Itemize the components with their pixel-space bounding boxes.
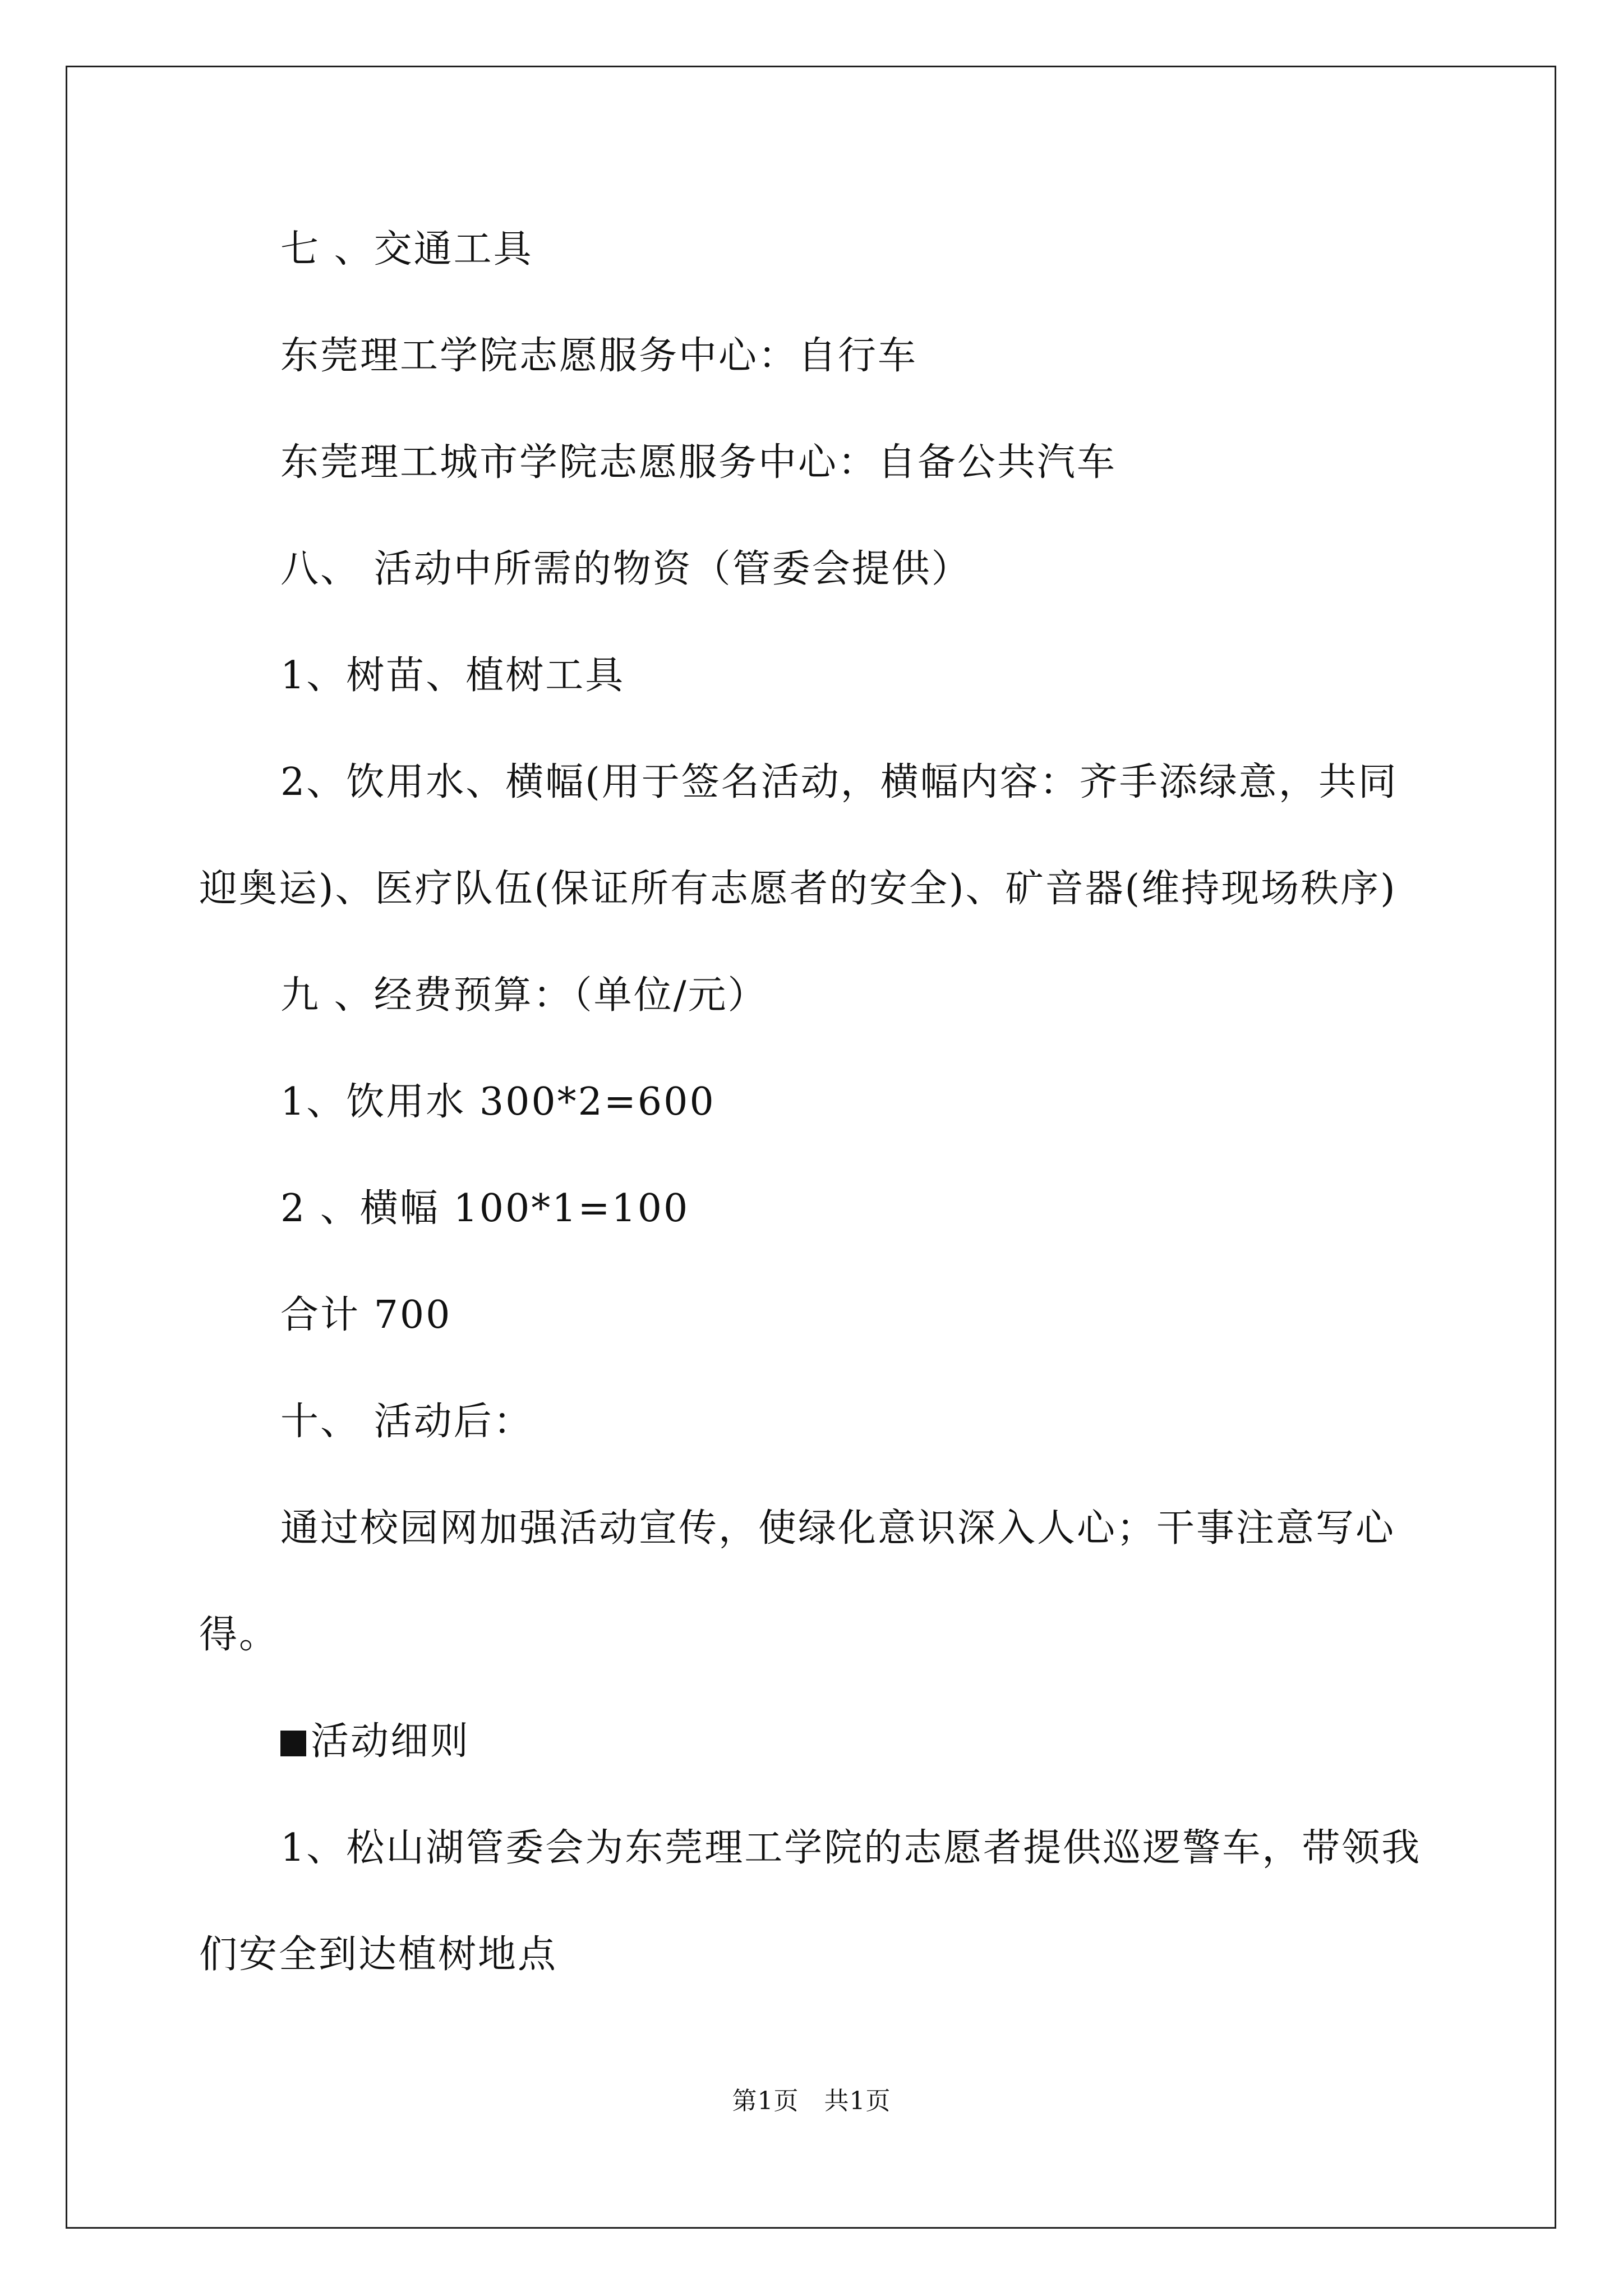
section-heading-materials: 八、 活动中所需的物资（管委会提供）	[280, 547, 971, 591]
page-border	[66, 66, 1556, 2229]
budget-item-2: 2 、横幅 100*1=100	[280, 1186, 690, 1231]
page-footer: 第1页 共1页	[732, 2087, 891, 2115]
transport-line-1: 东莞理工学院志愿服务中心：自行车	[280, 334, 918, 378]
after-activity-text-continued: 得。	[199, 1613, 279, 1657]
budget-total: 合计 700	[280, 1293, 452, 1337]
materials-item-2: 2、饮用水、横幅(用于签名活动，横幅内容：齐手添绿意，共同	[280, 760, 1398, 804]
details-item-1-continued: 们安全到达植树地点	[199, 1932, 558, 1977]
section-heading-transport: 七 、交通工具	[280, 227, 533, 272]
materials-item-1: 1、树苗、植树工具	[280, 654, 625, 698]
section-heading-budget: 九 、经费预算：（单位/元）	[280, 973, 768, 1018]
transport-line-2: 东莞理工城市学院志愿服务中心：自备公共汽车	[280, 440, 1117, 485]
details-item-1: 1、松山湖管委会为东莞理工学院的志愿者提供巡逻警车，带领我	[280, 1826, 1422, 1870]
details-heading-label: 活动细则	[311, 1719, 471, 1764]
after-activity-text: 通过校园网加强活动宣传，使绿化意识深入人心；干事注意写心	[280, 1506, 1396, 1550]
materials-item-2-continued: 迎奥运)、医疗队伍(保证所有志愿者的安全)、矿音器(维持现场秩序)	[199, 867, 1397, 911]
section-heading-after-activity: 十、 活动后：	[280, 1400, 533, 1444]
details-heading	[280, 1719, 470, 1764]
budget-item-1: 1、饮用水 300*2=600	[280, 1080, 716, 1124]
square-bullet-icon	[280, 1731, 306, 1756]
